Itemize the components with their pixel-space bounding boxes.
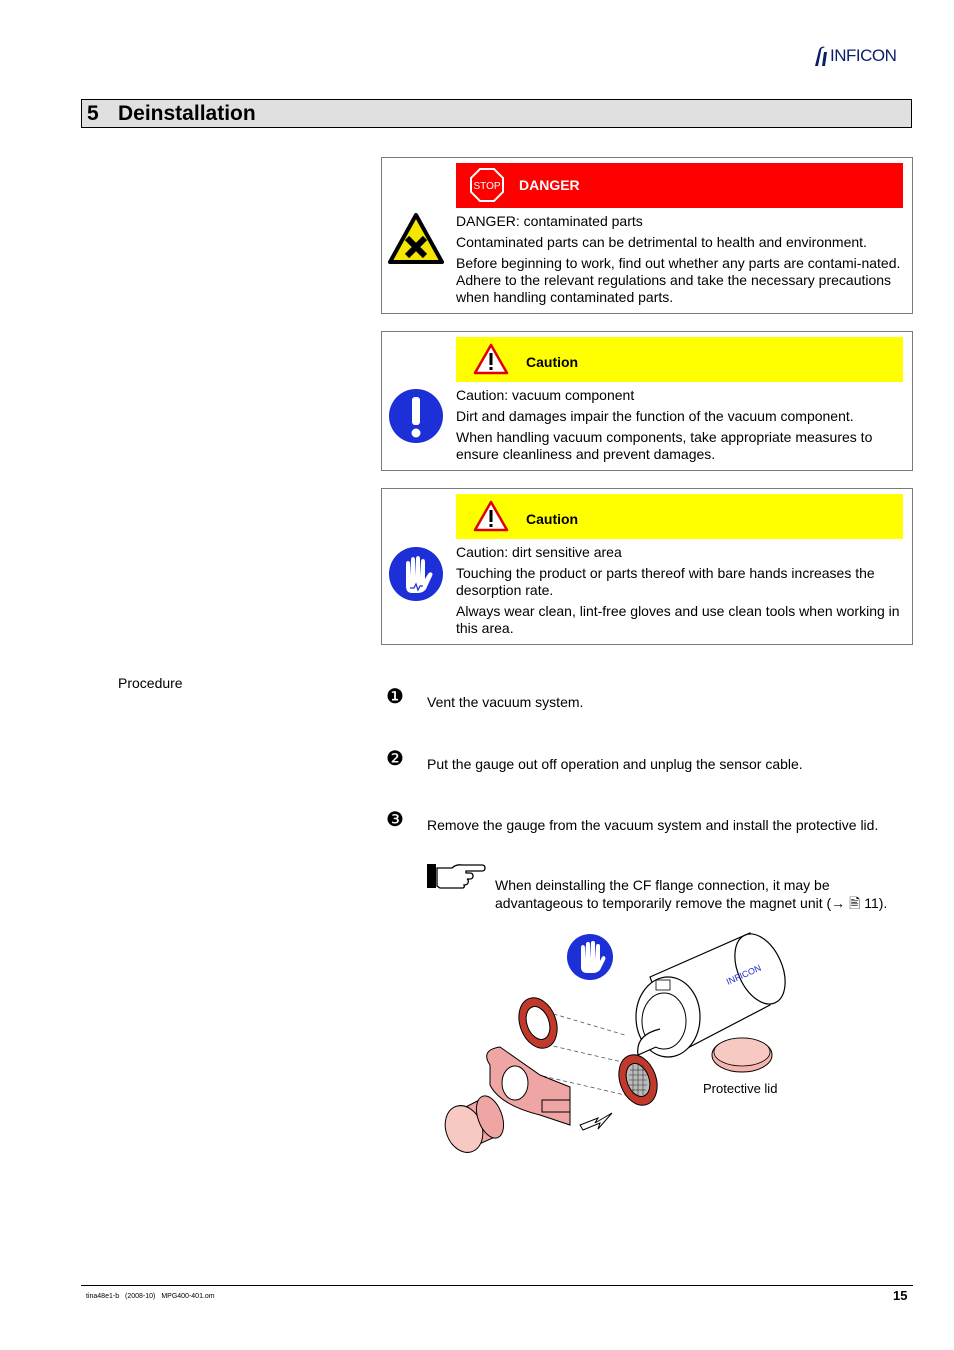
protective-lid [712, 1038, 772, 1072]
glove-icon-small [567, 934, 613, 980]
protective-lid-label: Protective lid [703, 1081, 778, 1096]
pointing-hand-icon [426, 862, 486, 890]
page-number: 15 [893, 1288, 908, 1303]
footer-doc-id: tina48e1-b (2008-10) MPG400-401.om [86, 1293, 215, 1300]
centering-ring-rear [512, 992, 564, 1053]
caution2-line-1: Touching the product or parts thereof with bare hands increases the desorption rate. [456, 565, 875, 598]
caution-label: Caution [526, 354, 579, 370]
danger-heading: DANGER: contaminated parts [456, 213, 643, 229]
chapter-number: 5 [87, 102, 99, 125]
caution-label: Caution [526, 511, 579, 527]
logo-text: INFICON [830, 46, 897, 65]
caution2-text [456, 544, 902, 641]
caution1-line-1: Dirt and damages impair the function of the vacuum component. [456, 408, 854, 424]
gauge-body [636, 926, 795, 1057]
deinstallation-illustration [420, 925, 800, 1165]
glove-icon [388, 546, 444, 602]
danger-notice [381, 157, 913, 314]
danger-line-2: Before beginning to work, find out whether any parts are contami-nated. Adhere to the relevant regulations and take the necessary precautions when handling contaminated parts. [456, 255, 901, 305]
warning-triangle-icon [473, 343, 509, 375]
inficon-logo [812, 44, 916, 68]
procedure-label: Procedure [118, 675, 183, 691]
caution-bar [456, 337, 903, 382]
step-text-2: Put the gauge out off operation and unplug the sensor cable. [427, 756, 803, 772]
caution1-line-2: When handling vacuum components, take appropriate measures to ensure cleanliness and prevent damages. [456, 429, 873, 462]
step-number-2: ❷ [386, 748, 404, 770]
stop-sign-text: STOP [473, 181, 501, 192]
biohazard-x-icon [388, 212, 444, 268]
flange-tube [439, 1092, 509, 1157]
caution2-heading: Caution: dirt sensitive area [456, 544, 622, 560]
caution1-text [456, 387, 902, 467]
warning-triangle-icon [473, 500, 509, 532]
direction-arrow-icon [580, 1113, 612, 1130]
footer-divider [81, 1285, 913, 1286]
caution-notice-vacuum [381, 331, 913, 471]
gauge-logo: INFICON [724, 962, 763, 987]
danger-label: DANGER [519, 177, 580, 193]
danger-text [456, 213, 902, 310]
step-text-1: Vent the vacuum system. [427, 694, 584, 710]
chapter-title: Deinstallation [118, 102, 256, 125]
caution2-line-2: Always wear clean, lint-free gloves and use clean tools when working in this area. [456, 603, 900, 636]
step-number-3: ❸ [386, 809, 404, 831]
caution1-heading: Caution: vacuum component [456, 387, 635, 403]
chapter-heading [81, 99, 912, 128]
danger-line-1: Contaminated parts can be detrimental to health and environment. [456, 234, 867, 250]
note-text: When deinstalling the CF flange connection, it may be advantageous to temporarily remove the magnet unit (→ 🖹 11). [495, 877, 888, 911]
inficon-logo-mark-icon [812, 44, 830, 68]
stop-sign-icon [470, 168, 504, 202]
exclamation-icon [388, 388, 444, 444]
caution-notice-dirt [381, 488, 913, 645]
caution-bar [456, 494, 903, 539]
step-number-1: ❶ [386, 686, 404, 708]
step-text-3: Remove the gauge from the vacuum system and install the protective lid. [427, 817, 879, 833]
danger-bar [456, 163, 903, 208]
filter-ring [612, 1049, 664, 1110]
